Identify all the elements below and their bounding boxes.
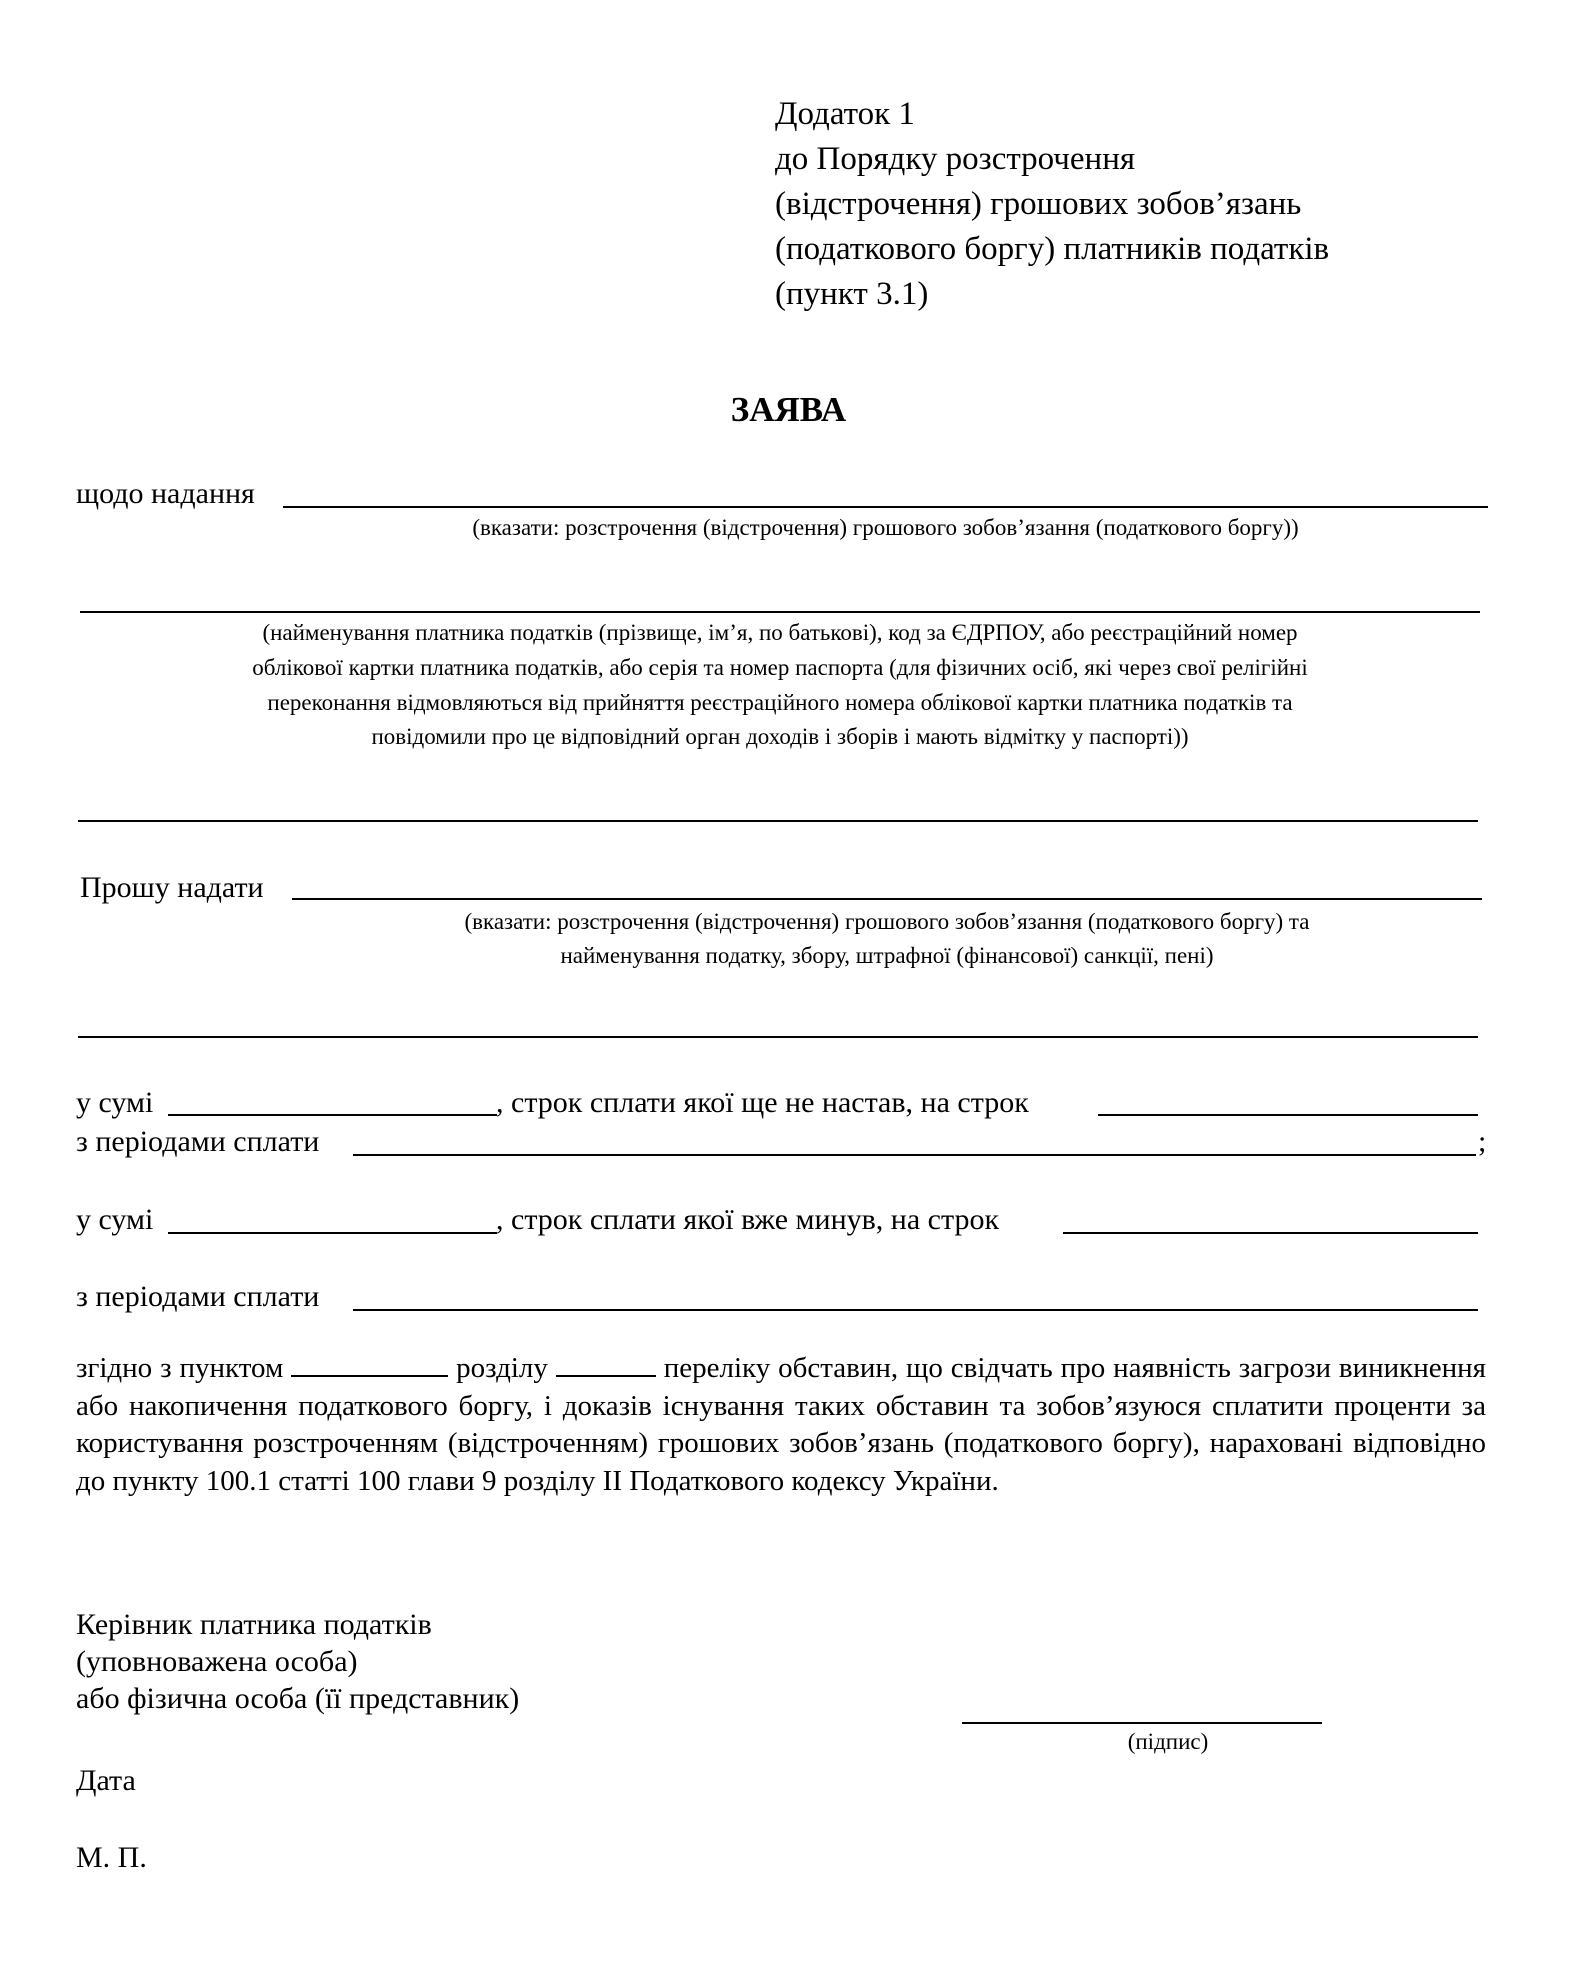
paragraph-part1: згідно з пунктом	[76, 1352, 284, 1384]
sum-future-periods-label: з періодами сплати	[76, 1125, 320, 1158]
document-title: ЗАЯВА	[730, 390, 847, 429]
request-hint-line: найменування податку, збору, штрафної (фінансової) санкції, пені)	[560, 943, 1214, 968]
sum-future-periods-field[interactable]	[353, 1154, 1476, 1156]
grounds-paragraph	[76, 1350, 1486, 1500]
paragraph-part3: переліку обставин, що свідчать про наявність загрози виникнення або накопичення податкового боргу, і доказів існування таких обставин та зобов’язуюся сплатити проценти за користування розстроченням (відстроченням) грошових зобов’язань (податкового боргу), нараховані відповідно до пункту 100.1 статті 100 глави 9 розділу ІІ Податкового кодексу України.	[76, 1352, 1487, 1497]
appendix-line: (податкового боргу) платників податків	[775, 231, 1330, 267]
sum-future-term-field[interactable]	[1098, 1114, 1478, 1116]
sum-past-label: у сумі	[76, 1203, 154, 1236]
taxpayer-hint-line: переконання відмовляються від прийняття реєстраційного номера облікової картки платника податків та	[267, 690, 1293, 715]
sum-past-term-field[interactable]	[1063, 1232, 1478, 1234]
request-field[interactable]	[292, 898, 1482, 900]
appendix-header	[775, 92, 1329, 317]
request-type-field[interactable]	[283, 506, 1488, 508]
signature-hint: (підпис)	[1127, 1729, 1209, 1754]
sum-future-text: , строк сплати якої ще не настав, на строк	[496, 1086, 1029, 1119]
taxpayer-hint-line: (найменування платника податків (прізвище, ім’я, по батькові), код за ЄДРПОУ, або реєстраційний номер	[262, 620, 1298, 645]
taxpayer-extra-field[interactable]	[78, 820, 1478, 822]
request-type-hint: (вказати: розстрочення (відстрочення) грошового зобов’язання (податкового боргу))	[472, 515, 1299, 540]
section-number-field[interactable]	[556, 1353, 656, 1377]
signatory-line: (уповноважена особа)	[76, 1645, 358, 1678]
request-hint-line: (вказати: розстрочення (відстрочення) грошового зобов’язання (податкового боргу) та	[464, 909, 1310, 934]
appendix-line: Додаток 1	[775, 96, 915, 132]
stamp-label: М. П.	[76, 1841, 147, 1874]
signatory-block	[76, 1606, 519, 1717]
sum-future-label: у сумі	[76, 1086, 154, 1119]
signatory-line: Керівник платника податків	[76, 1608, 432, 1641]
taxpayer-name-field[interactable]	[80, 611, 1480, 613]
taxpayer-hint-line: повідомили про це відповідний орган доходів і зборів і мають відмітку у паспорті))	[371, 724, 1189, 749]
sum-past-periods-label: з періодами сплати	[76, 1280, 320, 1313]
sum-past-text: , строк сплати якої вже минув, на строк	[496, 1203, 1000, 1236]
appendix-line: (пункт 3.1)	[775, 276, 929, 312]
sum-future-amount-field[interactable]	[168, 1114, 497, 1116]
appendix-line: (відстрочення) грошових зобов’язань	[775, 186, 1302, 222]
signature-field[interactable]	[962, 1722, 1322, 1724]
sum-past-amount-field[interactable]	[168, 1232, 497, 1234]
request-extra-field[interactable]	[78, 1036, 1478, 1038]
date-label: Дата	[76, 1764, 136, 1797]
sum-future-end: ;	[1478, 1125, 1487, 1158]
request-type-label: щодо надання	[76, 477, 255, 510]
sum-past-periods-field[interactable]	[353, 1309, 1478, 1311]
paragraph-part2: розділу	[456, 1352, 548, 1384]
request-label: Прошу надати	[80, 871, 264, 904]
appendix-line: до Порядку розстрочення	[775, 141, 1136, 177]
point-number-field[interactable]	[291, 1353, 448, 1377]
signatory-line: або фізична особа (її представник)	[76, 1682, 520, 1715]
taxpayer-hint-line: облікової картки платника податків, або серія та номер паспорта (для фізичних осіб, які через свої релігійні	[252, 655, 1308, 680]
